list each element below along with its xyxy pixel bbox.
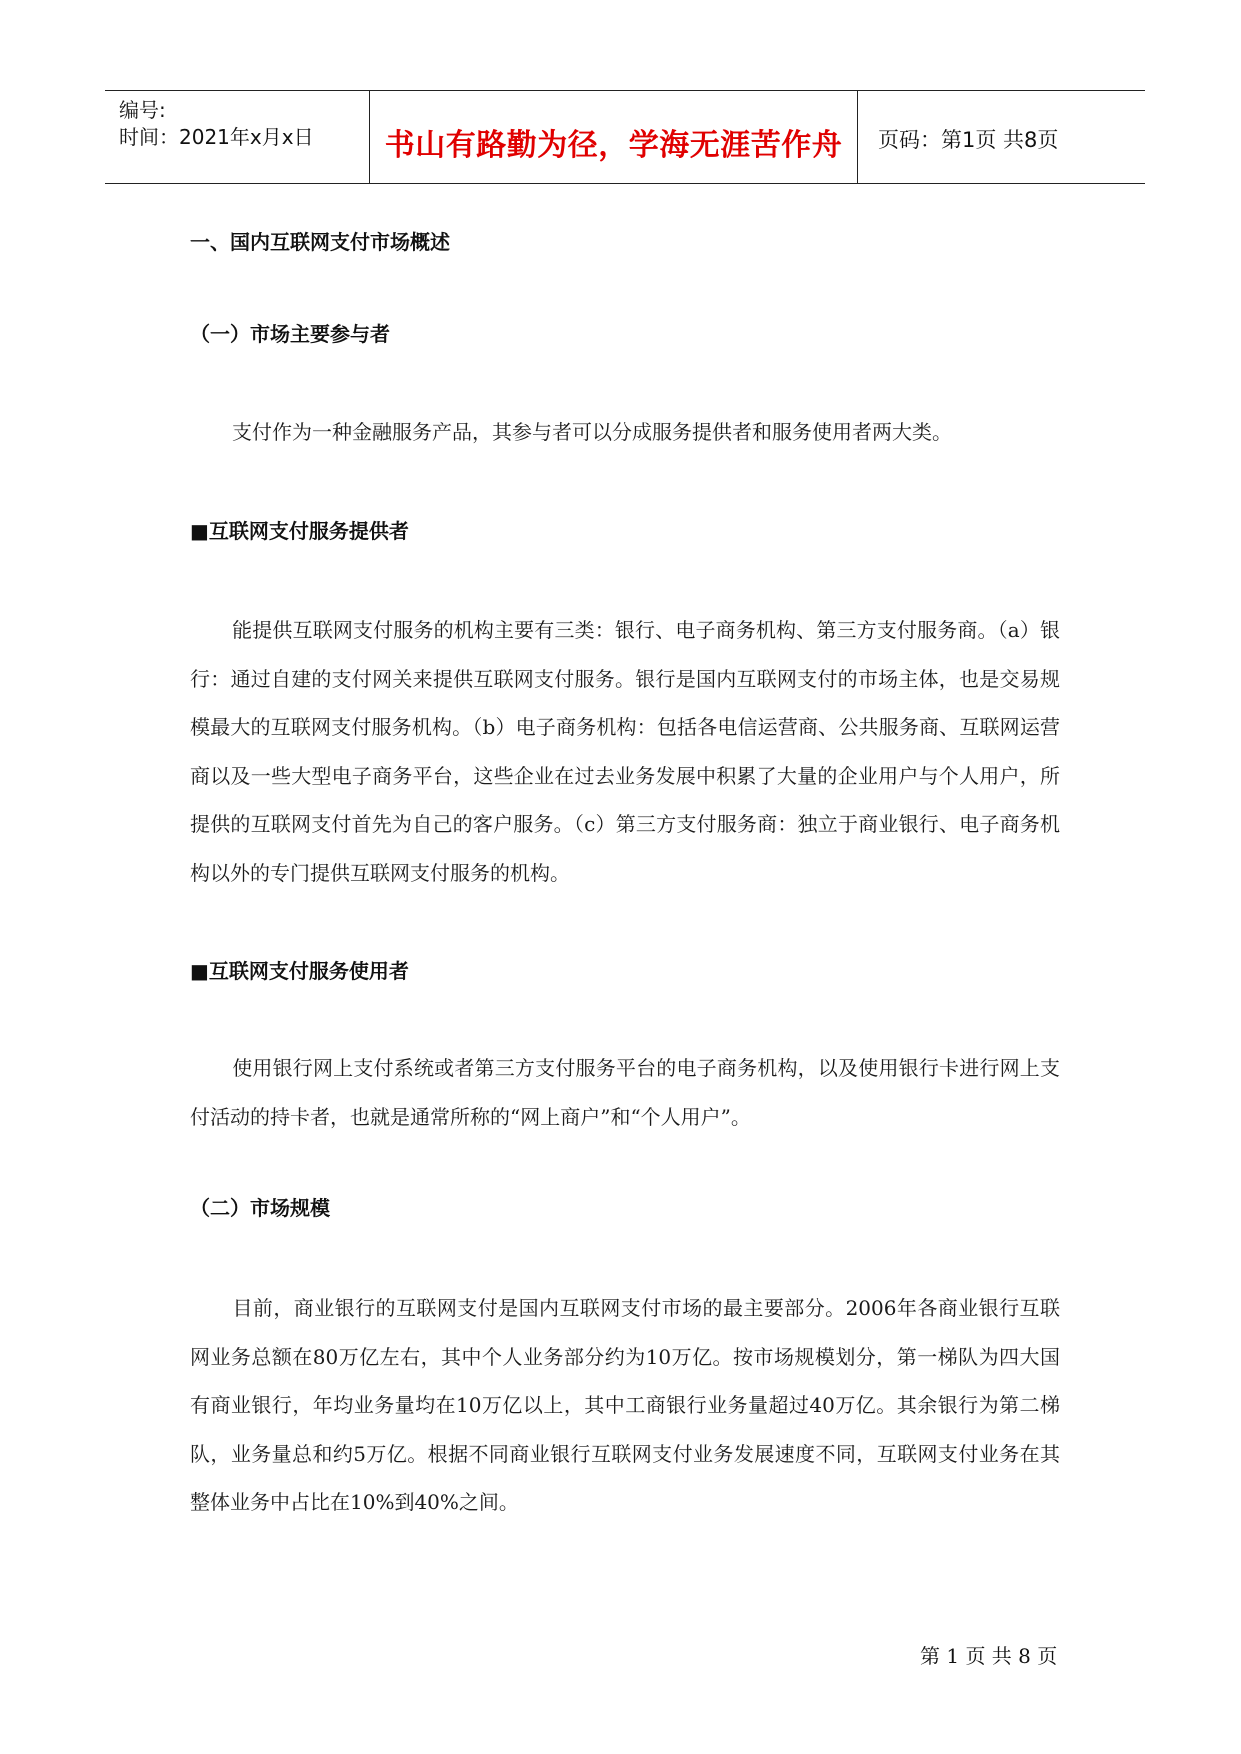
paragraph-intro-text: 支付作为一种金融服务产品，其参与者可以分成服务提供者和服务使用者两大类。 (232, 420, 952, 444)
document-time-label: 时间：2021年x月x日 (119, 125, 314, 149)
header-info-cell (105, 91, 367, 183)
paragraph-users (190, 1044, 1060, 1141)
section-heading-overview: 一、国内互联网支付市场概述 (190, 230, 450, 254)
header-motto-cell (369, 91, 858, 183)
header-page-cell (858, 91, 1145, 183)
paragraph-scale-text: 目前，商业银行的互联网支付是国内互联网支付市场的最主要部分。2006年各商业银行互联网业务总额在80万亿左右，其中个人业务部分约为10万亿。按市场规模划分，第一梯队为四大国有商业银行，年均业务量均在10万亿以上，其中工商银行业务量超过40万亿。其余银行为第二梯队，业务量总和约5万亿。根据不同商业银行互联网支付业务发展速度不同，互联网支付业务在其整体业务中占比在10%到40%之间。 (190, 1296, 1060, 1514)
header-motto: 书山有路勤为径，学海无涯苦作舟 (384, 128, 843, 163)
paragraph-providers (190, 606, 1060, 897)
page-footer-number: 第 1 页 共 8 页 (920, 1644, 1058, 1668)
subsection-heading-participants: （一）市场主要参与者 (190, 322, 390, 346)
paragraph-scale (190, 1284, 1060, 1527)
document-number-label: 编号: (119, 98, 166, 122)
bullet-heading-users: ■互联网支付服务使用者 (190, 959, 409, 983)
header-page-code: 页码：第1页 共8页 (878, 128, 1059, 152)
paragraph-users-text: 使用银行网上支付系统或者第三方支付服务平台的电子商务机构，以及使用银行卡进行网上支付活动的持卡者，也就是通常所称的“网上商户”和“个人用户”。 (190, 1056, 1060, 1129)
paragraph-providers-text: 能提供互联网支付服务的机构主要有三类：银行、电子商务机构、第三方支付服务商。（a）银行：通过自建的支付网关来提供互联网支付服务。银行是国内互联网支付的市场主体，也是交易规模最大的互联网支付服务机构。（b）电子商务机构：包括各电信运营商、公共服务商、互联网运营商以及一些大型电子商务平台，这些企业在过去业务发展中积累了大量的企业用户与个人用户，所提供的互联网支付首先为自己的客户服务。（c）第三方支付服务商：独立于商业银行、电子商务机构以外的专门提供互联网支付服务的机构。 (190, 618, 1060, 885)
bullet-heading-providers: ■互联网支付服务提供者 (190, 519, 409, 543)
paragraph-intro (190, 408, 1060, 457)
page-header (105, 90, 1145, 184)
subsection-heading-scale: （二）市场规模 (190, 1196, 330, 1220)
